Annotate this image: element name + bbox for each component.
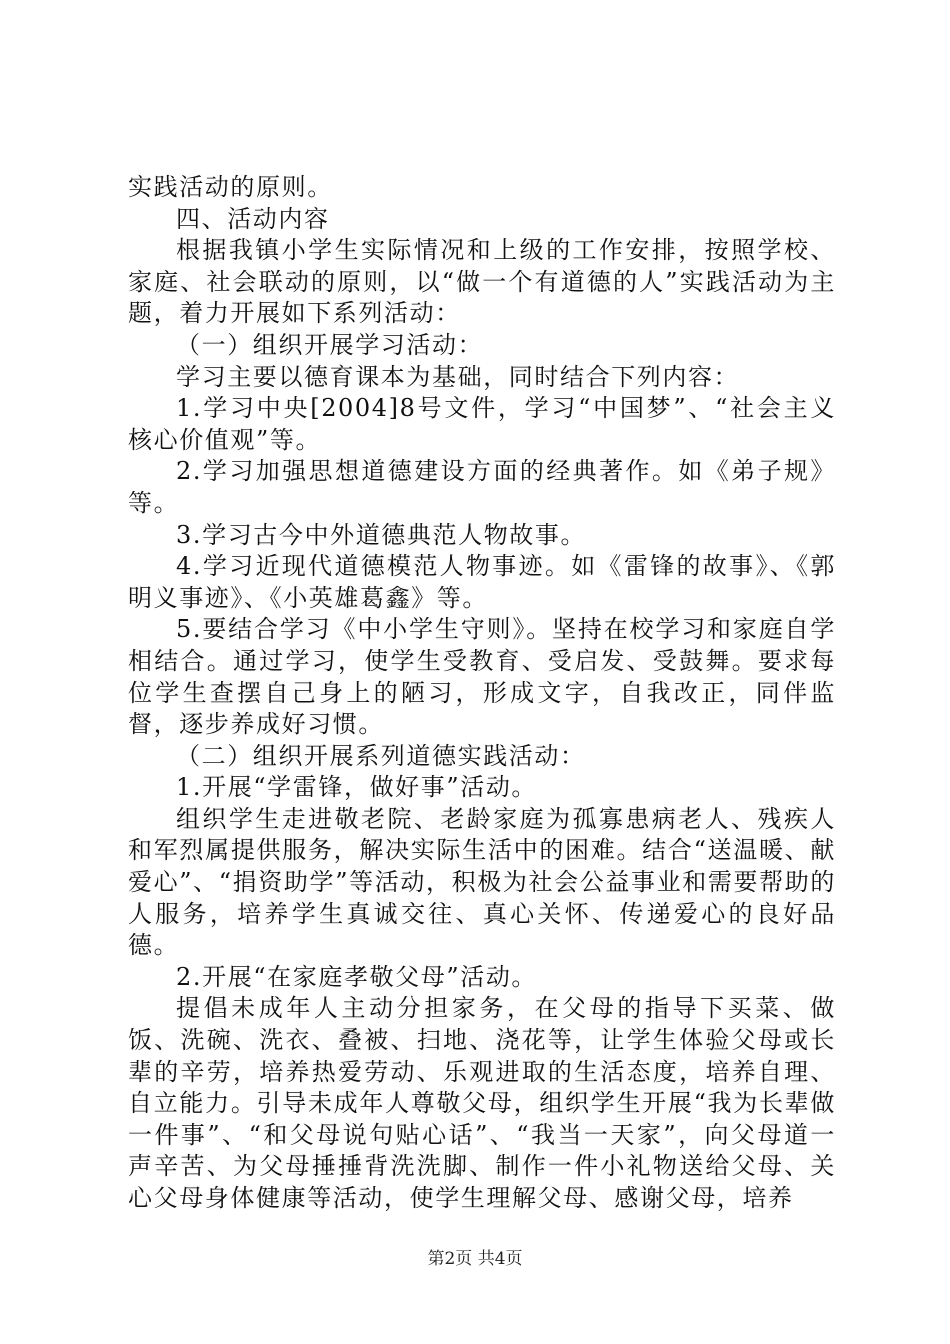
list-item-1: 1.学习中央[2004]8号文件，学习“中国梦”、“社会主义核心价值观”等。 — [128, 394, 836, 454]
page-footer: 第2页 共4页 — [427, 1249, 523, 1269]
list-item-2: 2.学习加强思想道德建设方面的经典著作。如《弟子规》等。 — [128, 457, 836, 517]
list-item-5: 5.要结合学习《中小学生守则》。坚持在校学习和家庭自学相结合。通过学习，使学生受教育、受启发、受鼓舞。要求每位学生查摆自己身上的陋习，形成文字，自我改正，同伴监督，逐步养成好习惯。 — [128, 615, 836, 739]
practice-item-2-title: 2.开展“在家庭孝敬父母”活动。 — [176, 962, 538, 991]
practice-item-1-title: 1.开展“学雷锋，做好事”活动。 — [176, 773, 538, 802]
paragraph-study-basis: 学习主要以德育课本为基础，同时结合下列内容： — [176, 362, 740, 391]
paragraph-intro: 根据我镇小学生实际情况和上级的工作安排，按照学校、家庭、社会联动的原则，以“做一个有道德的人”实践活动为主题，着力开展如下系列活动： — [128, 236, 836, 328]
subheading-practice-activities: （二）组织开展系列道德实践活动： — [176, 741, 586, 770]
practice-item-2-body: 提倡未成年人主动分担家务，在父母的指导下买菜、做饭、洗碗、洗衣、叠被、扫地、浇花等，让学生体验父母或长辈的辛劳，培养热爱劳动、乐观进取的生活态度，培养自理、自立能力。引导未成年人尊敬父母，组织学生开展“我为长辈做一件事”、“和父母说句贴心话”、“我当一天家”，向父母道一声辛苦、为父母捶捶背洗洗脚、制作一件小礼物送给父母、关心父母身体健康等活动，使学生理解父母、感谢父母，培养 — [128, 994, 836, 1212]
section-heading-activity-content: 四、活动内容 — [176, 204, 330, 233]
practice-item-1-body: 组织学生走进敬老院、老龄家庭为孤寡患病老人、残疾人和军烈属提供服务，解决实际生活中的困难。结合“送温暖、献爱心”、“捐资助学”等活动，积极为社会公益事业和需要帮助的人服务，培养学生真诚交往、真心关怀、传递爱心的良好品德。 — [128, 804, 836, 960]
document-body — [128, 172, 836, 1215]
paragraph-continuation: 实践活动的原则。 — [128, 173, 333, 201]
list-item-4: 4.学习近现代道德模范人物事迹。如《雷锋的故事》、《郭明义事迹》、《小英雄葛鑫》等。 — [128, 552, 836, 612]
list-item-3: 3.学习古今中外道德典范人物故事。 — [176, 520, 587, 549]
subheading-study-activities: （一）组织开展学习活动： — [176, 330, 484, 359]
